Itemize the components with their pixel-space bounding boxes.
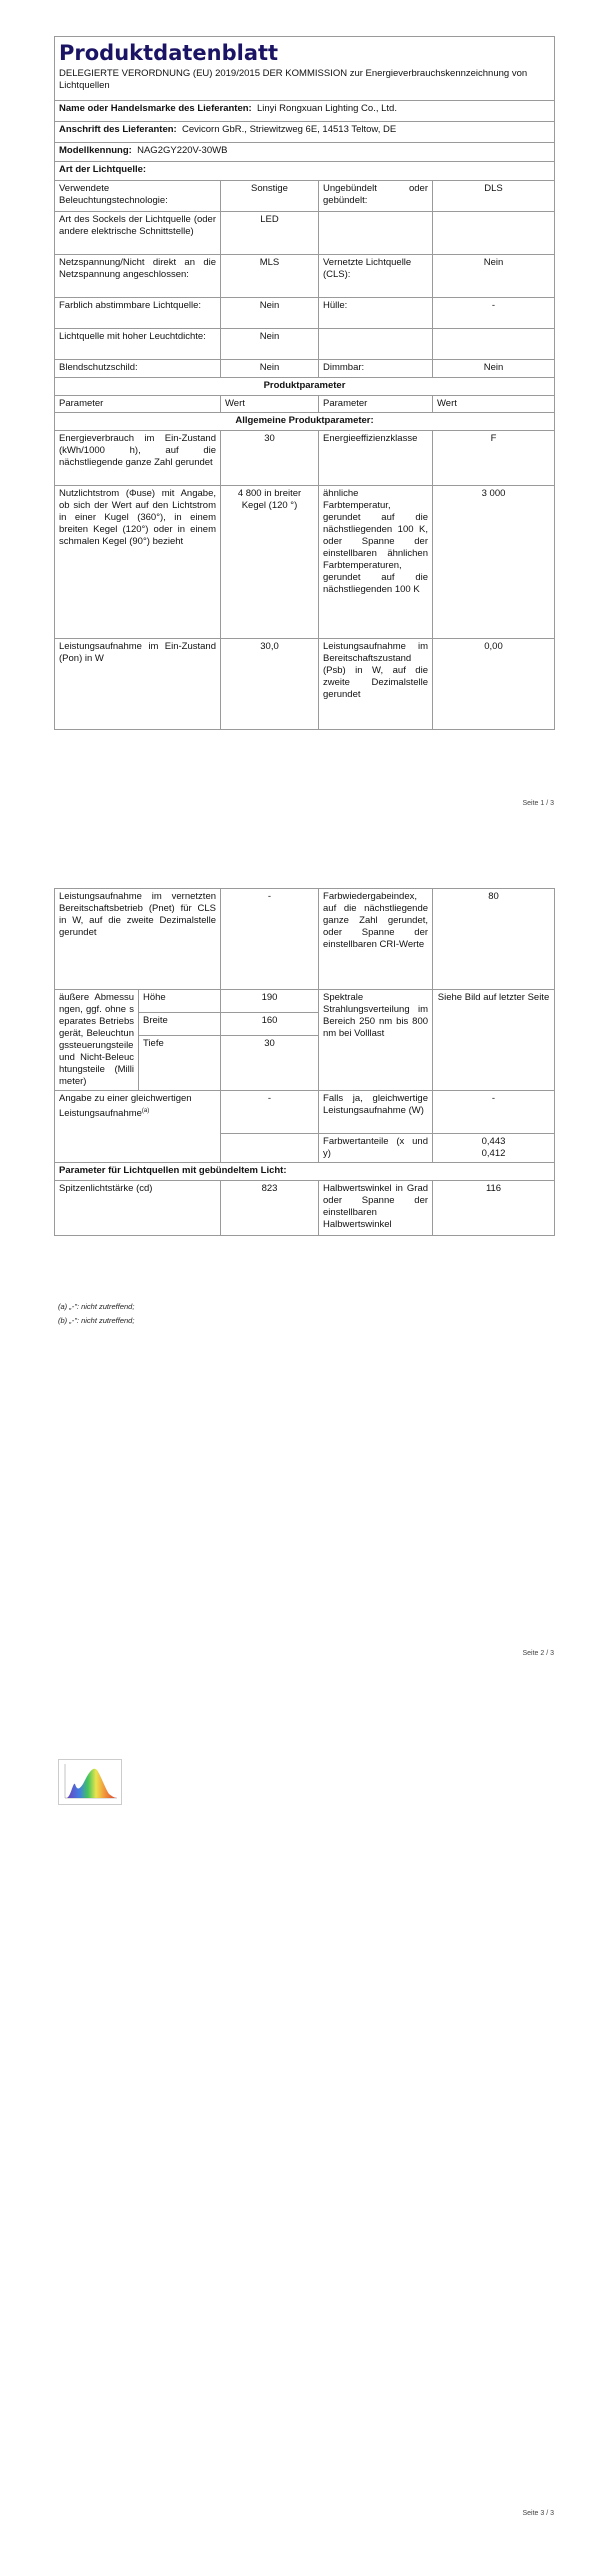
type-row-label: Blendschutzschild: [55, 360, 221, 378]
chroma-x: 0,443 [481, 1136, 506, 1147]
directional-heading: Parameter für Lichtquellen mit gebündeltem Licht: [55, 1163, 555, 1181]
param-row [55, 1181, 555, 1236]
param-value: - [433, 1091, 555, 1134]
type-heading: Art der Lichtquelle: [55, 162, 555, 181]
param-label: Leistungsaufnahme im Ein-Zustand (Pon) in W [55, 639, 221, 730]
param-row [55, 639, 555, 730]
param-row [55, 1091, 555, 1134]
param-value: - [221, 1091, 319, 1134]
param-row [55, 431, 555, 486]
param-value: 0,00 [433, 639, 555, 730]
model-label: Modellkennung: [59, 145, 132, 156]
page-number: Seite 1 / 3 [522, 800, 554, 807]
model-value: NAG2GY220V-30WB [137, 145, 228, 156]
param-label: Energieeffizienzklasse [319, 431, 433, 486]
footnote-a: (a) „-": nicht zutreffend; [58, 1302, 135, 1311]
page-1 [0, 0, 603, 850]
regulation-text: DELEGIERTE VERORDNUNG (EU) 2019/2015 DER KOMMISSION zur Energieverbrauchskennzeichnung von Lichtquellen [59, 68, 528, 91]
param-label: Farbwiedergabeindex, auf die nächstliegende ganze Zahl gerundet, oder Spanne der einstellbaren CRI-Werte [319, 889, 433, 990]
param-label: Energieverbrauch im Ein-Zustand (kWh/1000 h), auf die nächstliegende ganze Zahl gerundet [55, 431, 221, 486]
param-label: Spitzenlichtstärke (cd) [55, 1181, 221, 1236]
chroma-label: Farbwertanteile (x und y) [319, 1134, 433, 1163]
type-row-label [319, 329, 433, 360]
page-3 [0, 1700, 603, 2560]
type-row-value: Nein [433, 255, 555, 298]
address-value: Cevicorn GbR., Striewitzweg 6E, 14513 Teltow, DE [182, 124, 397, 135]
page-number: Seite 2 / 3 [522, 1650, 554, 1657]
type-row-value: Nein [433, 360, 555, 378]
dimensions-label: äußere Abmessungen, ggf. ohne separates Betriebsgerät, Beleuchtungssteuerungsteile und Nicht-Beleuchtungsteile (Millimeter) [55, 990, 139, 1091]
param-label: Falls ja, gleichwertige Leistungsaufnahme (W) [319, 1091, 433, 1134]
type-row-value: Nein [221, 360, 319, 378]
header-table [54, 36, 555, 730]
type-row-label: Farblich abstimmbare Lichtquelle: [55, 298, 221, 329]
type-row-value: - [433, 298, 555, 329]
param-value: - [221, 889, 319, 990]
dim-value: 160 [221, 1013, 319, 1036]
chroma-values [433, 1134, 555, 1163]
type-row-label: Verwendete Beleuchtungstechnologie: [55, 181, 221, 212]
params-heading: Produktparameter [55, 378, 555, 396]
param-value: F [433, 431, 555, 486]
type-row-label: Dimmbar: [319, 360, 433, 378]
type-row [55, 329, 555, 360]
spectral-distribution-image [58, 1759, 122, 1805]
type-row-label: Lichtquelle mit hoher Leuchtdichte: [55, 329, 221, 360]
type-row-value: MLS [221, 255, 319, 298]
param-value: 4 800 in breiter Kegel (120 °) [221, 486, 319, 639]
type-row-value: Sonstige [221, 181, 319, 212]
dims-row [55, 990, 555, 1013]
type-row-value: DLS [433, 181, 555, 212]
dim-value: 30 [221, 1036, 319, 1091]
param-value: 116 [433, 1181, 555, 1236]
param-label: Leistungsaufnahme im vernetzten Bereitschaftsbetrieb (Pnet) für CLS in W, auf die zweite Dezimalstelle gerundet [55, 889, 221, 990]
dim-name: Höhe [139, 990, 221, 1013]
type-row-label [319, 212, 433, 255]
footnote-b: (b) „-": nicht zutreffend; [58, 1316, 135, 1325]
col-header-value: Wert [433, 396, 555, 413]
type-row-label: Ungebündelt oder gebündelt: [319, 181, 433, 212]
type-row-value: LED [221, 212, 319, 255]
param-value: 30,0 [221, 639, 319, 730]
type-row [55, 360, 555, 378]
dim-name: Tiefe [139, 1036, 221, 1091]
type-row [55, 181, 555, 212]
spectral-value: Siehe Bild auf letzter Seite [433, 990, 555, 1091]
params-table-continued [54, 888, 555, 1236]
address-label: Anschrift des Lieferanten: [59, 124, 177, 135]
param-value: 80 [433, 889, 555, 990]
type-row [55, 298, 555, 329]
type-row-label: Hülle: [319, 298, 433, 329]
equiv-footnote-mark: (a) [141, 1108, 150, 1114]
param-row [55, 889, 555, 990]
param-label: Halbwertswinkel in Grad oder Spanne der einstellbaren Halbwertswinkel [319, 1181, 433, 1236]
param-label: Nutzlichtstrom (Φuse) mit Angabe, ob sich der Wert auf den Lichtstrom in einer Kugel (360°), in einem breiten Kegel (120°) oder in einem schmalen Kegel (90°) bezieht [55, 486, 221, 639]
dim-name: Breite [139, 1013, 221, 1036]
param-value: 3 000 [433, 486, 555, 639]
col-header-value: Wert [221, 396, 319, 413]
type-row-value [433, 329, 555, 360]
type-row-value [433, 212, 555, 255]
param-label: ähnliche Farbtemperatur, gerundet auf die nächstliegenden 100 K, oder Spanne der einstellbaren ähnlichen Farbtemperaturen, gerundet auf die nächstliegenden 100 K [319, 486, 433, 639]
type-row [55, 212, 555, 255]
general-params-heading: Allgemeine Produktparameter: [55, 413, 555, 431]
page-title: Produktdatenblatt [59, 41, 279, 65]
param-value: 30 [221, 431, 319, 486]
type-row-label: Netzspannung/Nicht direkt an die Netzspannung angeschlossen: [55, 255, 221, 298]
spectral-label: Spektrale Strahlungsverteilung im Bereich 250 nm bis 800 nm bei Volllast [319, 990, 433, 1091]
type-row-value: Nein [221, 329, 319, 360]
type-row-label: Art des Sockels der Lichtquelle (oder andere elektrische Schnittstelle) [55, 212, 221, 255]
param-row [55, 486, 555, 639]
type-row-label: Vernetzte Lichtquelle (CLS): [319, 255, 433, 298]
chroma-y: 0,412 [481, 1148, 506, 1159]
page-number: Seite 3 / 3 [522, 2510, 554, 2517]
type-row-value: Nein [221, 298, 319, 329]
equiv-label [55, 1091, 221, 1163]
page-2 [0, 850, 603, 1700]
param-value-empty [221, 1134, 319, 1163]
dim-value: 190 [221, 990, 319, 1013]
supplier-label: Name oder Handelsmarke des Lieferanten: [59, 103, 252, 114]
param-value: 823 [221, 1181, 319, 1236]
supplier-value: Linyi Rongxuan Lighting Co., Ltd. [257, 103, 397, 114]
param-label: Leistungsaufnahme im Bereitschaftszustand (Psb) in W, auf die zweite Dezimalstelle gerundet [319, 639, 433, 730]
col-header-parameter: Parameter [319, 396, 433, 413]
equiv-label-text: Angabe zu einer gleichwertigen Leistungsaufnahme [59, 1093, 192, 1120]
type-row [55, 255, 555, 298]
col-header-parameter: Parameter [55, 396, 221, 413]
